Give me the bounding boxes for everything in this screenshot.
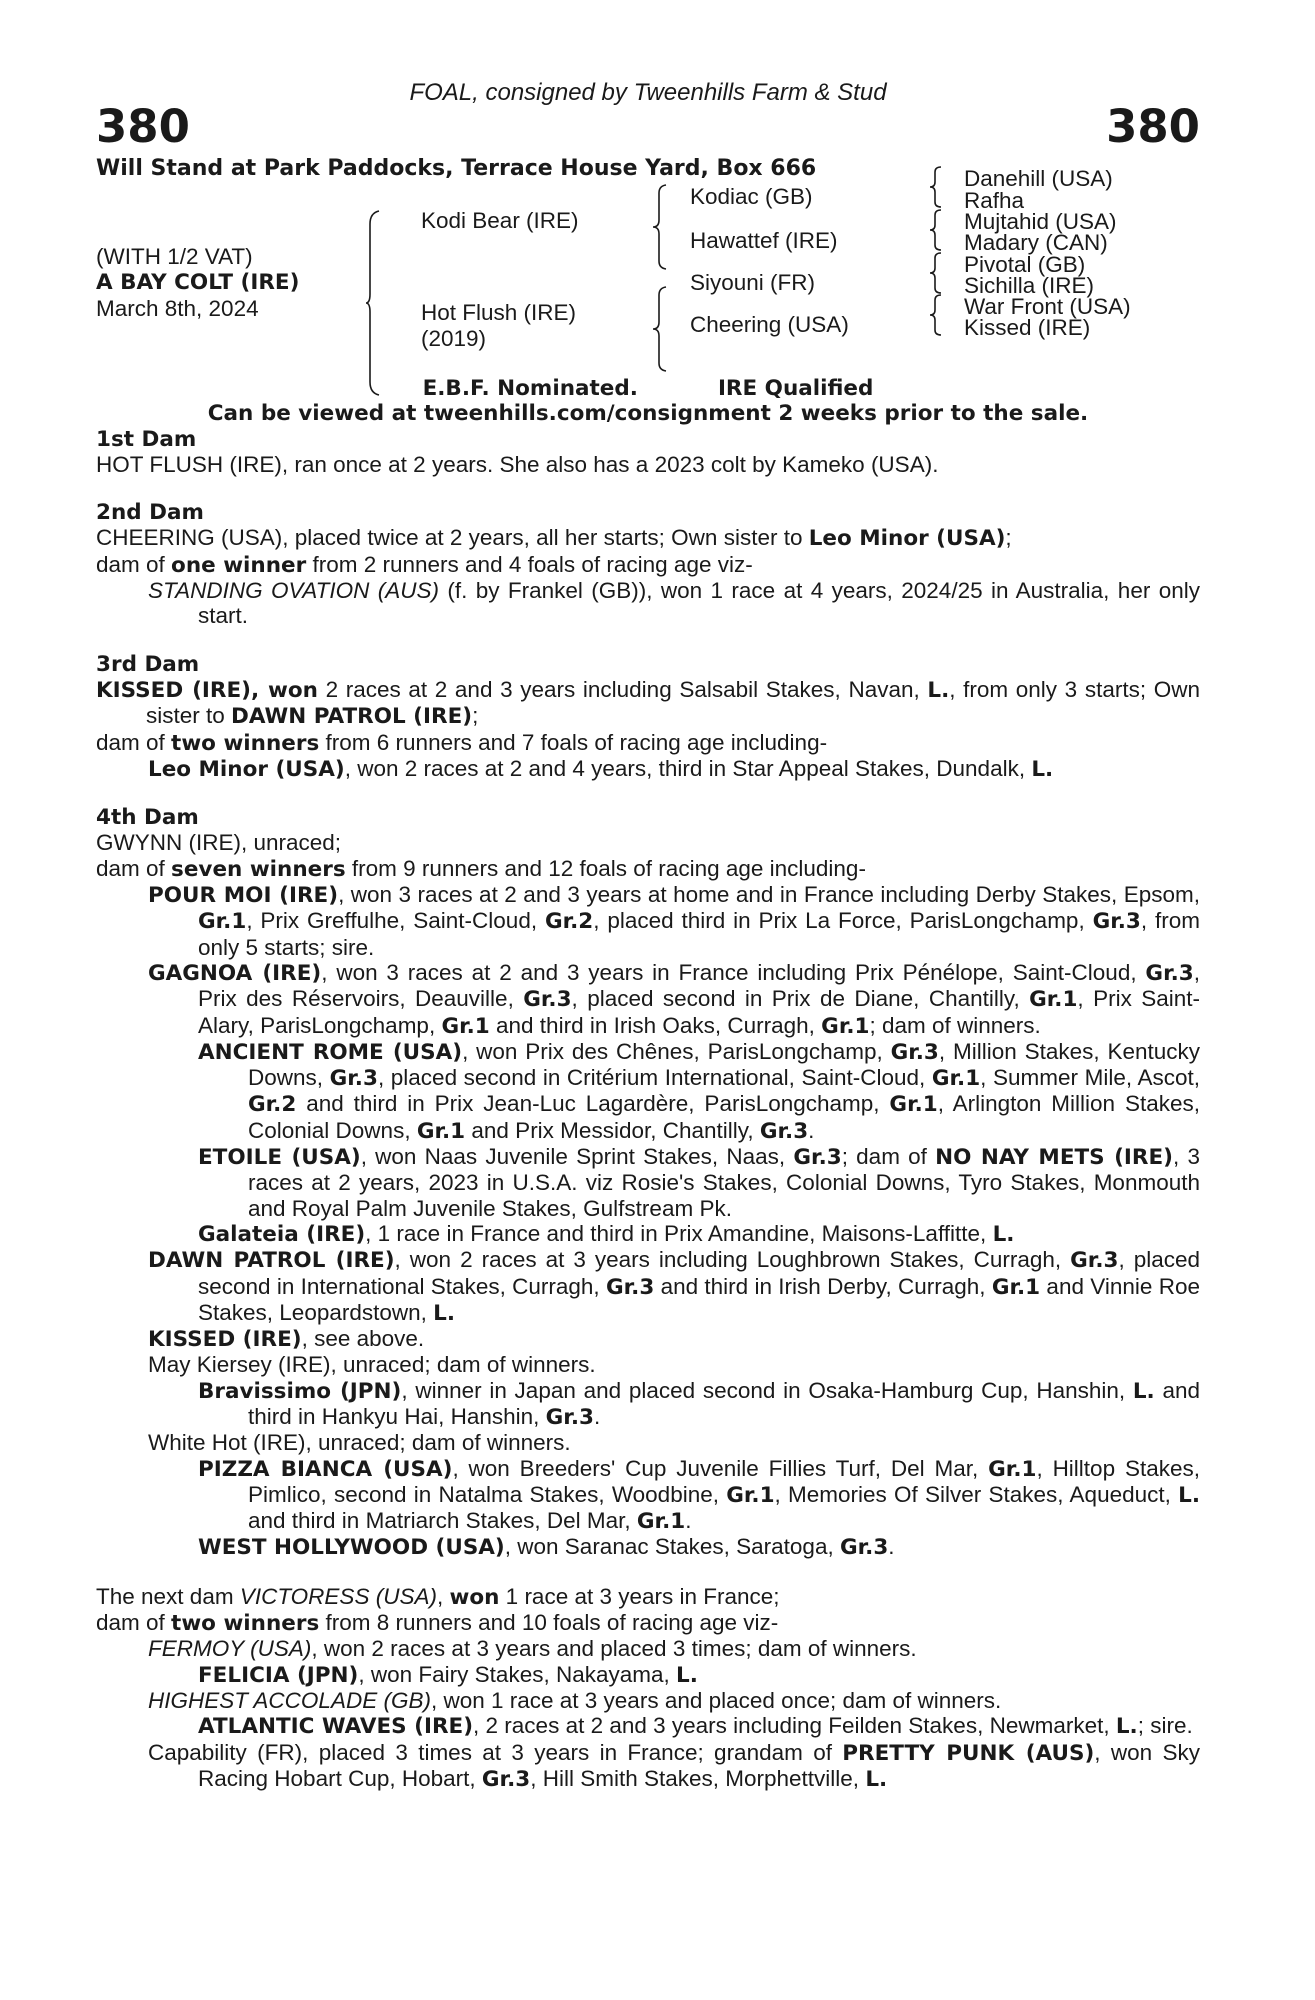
produce-ancient-rome: ANCIENT ROME (USA), won Prix des Chênes, ParisLongchamp, Gr.3, Million Stakes, Kentucky Downs, Gr.3, placed second in Critérium International, Saint-Cloud, Gr.1, Summer Mile, Ascot, Gr.2 and third in Prix Jean-Luc Lagardère, ParisLongchamp, Gr.1, Arlington Million Stakes, Colonial Downs, Gr.1 and Prix Messidor, Chantilly, Gr.3.: [198, 1038, 1200, 1144]
g3-sichilla: Sichilla (IRE): [964, 273, 1095, 298]
produce-felicia: FELICIA (JPN), won Fairy Stakes, Nakayama, L.: [198, 1661, 698, 1688]
sire: Kodi Bear (IRE): [421, 208, 579, 233]
produce-pour-moi: POUR MOI (IRE), won 3 races at 2 and 3 years at home and in France including Derby Stakes, Epsom, Gr.1, Prix Greffulhe, Saint-Cloud, Gr.2, placed third in Prix La Force, ParisLongchamp, Gr.3, from only 5 starts; sire.: [148, 882, 1200, 960]
g3-danehill: Danehill (USA): [964, 166, 1113, 191]
dam-year: (2019): [421, 326, 487, 351]
stand-location: Will Stand at Park Paddocks, Terrace House Yard, Box 666: [96, 156, 817, 181]
dam-sire: Siyouni (FR): [690, 270, 816, 295]
sire-sire: Kodiac (GB): [690, 184, 813, 209]
catalogue-page: [96, 78, 1200, 1792]
dam-dam: Cheering (USA): [690, 312, 849, 337]
produce-dawn-patrol: DAWN PATROL (IRE), won 2 races at 3 years including Loughbrown Stakes, Curragh, Gr.3, placed second in International Stakes, Curragh, Gr.3 and third in Irish Derby, Curragh, Gr.1 and Vinnie Roe Stakes, Leopardstown, L.: [148, 1247, 1201, 1326]
lot-number-right: 380: [1106, 100, 1200, 153]
produce-etoile: ETOILE (USA), won Naas Juvenile Sprint Stakes, Naas, Gr.3; dam of NO NAY METS (IRE), 3 races at 2 years, 2023 in U.S.A. viz Rosie's Stakes, Colonial Downs, Tyro Stakes, Monmouth and Royal Palm Juvenile Stakes, Gulfstream Pk.: [198, 1144, 1200, 1221]
produce-capability: Capability (FR), placed 3 times at 3 years in France; grandam of PRETTY PUNK (AUS), won Sky Racing Hobart Cup, Hobart, Gr.3, Hill Smith Stakes, Morphettville, L.: [148, 1739, 1200, 1792]
produce-pizza-bianca: PIZZA BIANCA (USA), won Breeders' Cup Juvenile Fillies Turf, Del Mar, Gr.1, Hilltop Stakes, Pimlico, second in Natalma Stakes, Woodbine, Gr.1, Memories Of Silver Stakes, Aqueduct, L. and third in Matriarch Stakes, Del Mar, Gr.1.: [198, 1455, 1200, 1535]
produce-atlantic-waves: ATLANTIC WAVES (IRE), 2 races at 2 and 3 years including Feilden Stakes, Newmarket, L.; sire.: [198, 1713, 1193, 1740]
second-dam-line: CHEERING (USA), placed twice at 2 years, all her starts; Own sister to Leo Minor (USA);: [96, 525, 1012, 552]
produce-standing-ovation: STANDING OVATION (AUS) (f. by Frankel (GB)), won 1 race at 4 years, 2024/25 in Australia, her only start.: [148, 578, 1200, 629]
produce-gagnoa: GAGNOA (IRE), won 3 races at 2 and 3 years in France including Prix Pénélope, Saint-Cloud, Gr.3, Prix des Réservoirs, Deauville, Gr.3, placed second in Prix de Diane, Chantilly, Gr.1, Prix Saint-Alary, ParisLongchamp, Gr.1 and third in Irish Oaks, Curragh, Gr.1; dam of winners.: [148, 959, 1201, 1039]
next-dam-line: The next dam VICTORESS (USA), won 1 race at 3 years in France;: [96, 1583, 780, 1610]
produce-galateia: Galateia (IRE), 1 race in France and third in Prix Amandine, Maisons-Laffitte, L.: [198, 1220, 1015, 1247]
first-dam-text: HOT FLUSH (IRE), ran once at 2 years. She also has a 2023 colt by Kameko (USA).: [96, 451, 939, 477]
dam: Hot Flush (IRE): [421, 300, 577, 325]
second-dam-heading: 2nd Dam: [96, 500, 204, 526]
produce-fermoy: FERMOY (USA), won 2 races at 3 years and placed 3 times; dam of winners.: [148, 1636, 917, 1662]
ebf-note: E.B.F. Nominated.: [422, 376, 638, 401]
g3-mujtahid: Mujtahid (USA): [964, 209, 1117, 234]
g3-war-front: War Front (USA): [964, 294, 1131, 319]
foaling-date: March 8th, 2024: [96, 296, 259, 321]
brace-icon: [930, 294, 942, 336]
brace-icon: [930, 252, 942, 294]
vat-note: (WITH 1/2 VAT): [96, 244, 253, 269]
third-dam-produce: dam of two winners from 6 runners and 7 foals of racing age including-: [96, 729, 828, 756]
sire-dam: Hawattef (IRE): [690, 228, 838, 253]
fourth-dam-heading: 4th Dam: [96, 805, 199, 831]
produce-may-kiersey: May Kiersey (IRE), unraced; dam of winners.: [148, 1352, 596, 1378]
first-dam-heading: 1st Dam: [96, 426, 197, 452]
third-dam-line: KISSED (IRE), won 2 races at 2 and 3 years including Salsabil Stakes, Navan, L., from only 3 starts; Own sister to DAWN PATROL (IRE);: [96, 676, 1200, 730]
produce-west-hollywood: WEST HOLLYWOOD (USA), won Saranac Stakes, Saratoga, Gr.3.: [198, 1534, 895, 1561]
viewing-note: Can be viewed at tweenhills.com/consignment 2 weeks prior to the sale.: [207, 401, 1089, 427]
produce-white-hot: White Hot (IRE), unraced; dam of winners.: [148, 1430, 571, 1456]
produce-leo-minor: Leo Minor (USA), won 2 races at 2 and 4 years, third in Star Appeal Stakes, Dundalk, L.: [148, 755, 1054, 782]
next-dam-produce: dam of two winners from 8 runners and 10 foals of racing age viz-: [96, 1610, 779, 1637]
brace-icon: [653, 286, 667, 372]
produce-kissed: KISSED (IRE), see above.: [148, 1326, 425, 1353]
g3-kissed: Kissed (IRE): [964, 315, 1091, 340]
consignment-line: FOAL, consigned by Tweenhills Farm & Stud: [409, 79, 887, 106]
horse-name: A BAY COLT (IRE): [96, 270, 300, 295]
produce-highest-accolade: HIGHEST ACCOLADE (GB), won 1 race at 3 years and placed once; dam of winners.: [148, 1687, 1002, 1713]
third-dam-heading: 3rd Dam: [96, 651, 200, 677]
fourth-dam-line: GWYNN (IRE), unraced;: [96, 830, 342, 856]
lot-number-left: 380: [96, 100, 190, 153]
second-dam-produce: dam of one winner from 2 runners and 4 foals of racing age viz-: [96, 551, 753, 578]
g3-madary: Madary (CAN): [964, 230, 1108, 255]
brace-icon: [366, 210, 380, 396]
brace-icon: [653, 184, 667, 270]
brace-icon: [930, 166, 942, 208]
g3-rafha: Rafha: [964, 188, 1025, 213]
ire-note: IRE Qualified: [717, 376, 874, 401]
fourth-dam-produce: dam of seven winners from 9 runners and 12 foals of racing age including-: [96, 855, 866, 882]
g3-pivotal: Pivotal (GB): [964, 252, 1086, 277]
produce-bravissimo: Bravissimo (JPN), winner in Japan and placed second in Osaka-Hamburg Cup, Hanshin, L. and third in Hankyu Hai, Hanshin, Gr.3.: [198, 1377, 1200, 1430]
lot-row: [96, 100, 1200, 154]
brace-icon: [930, 209, 942, 251]
